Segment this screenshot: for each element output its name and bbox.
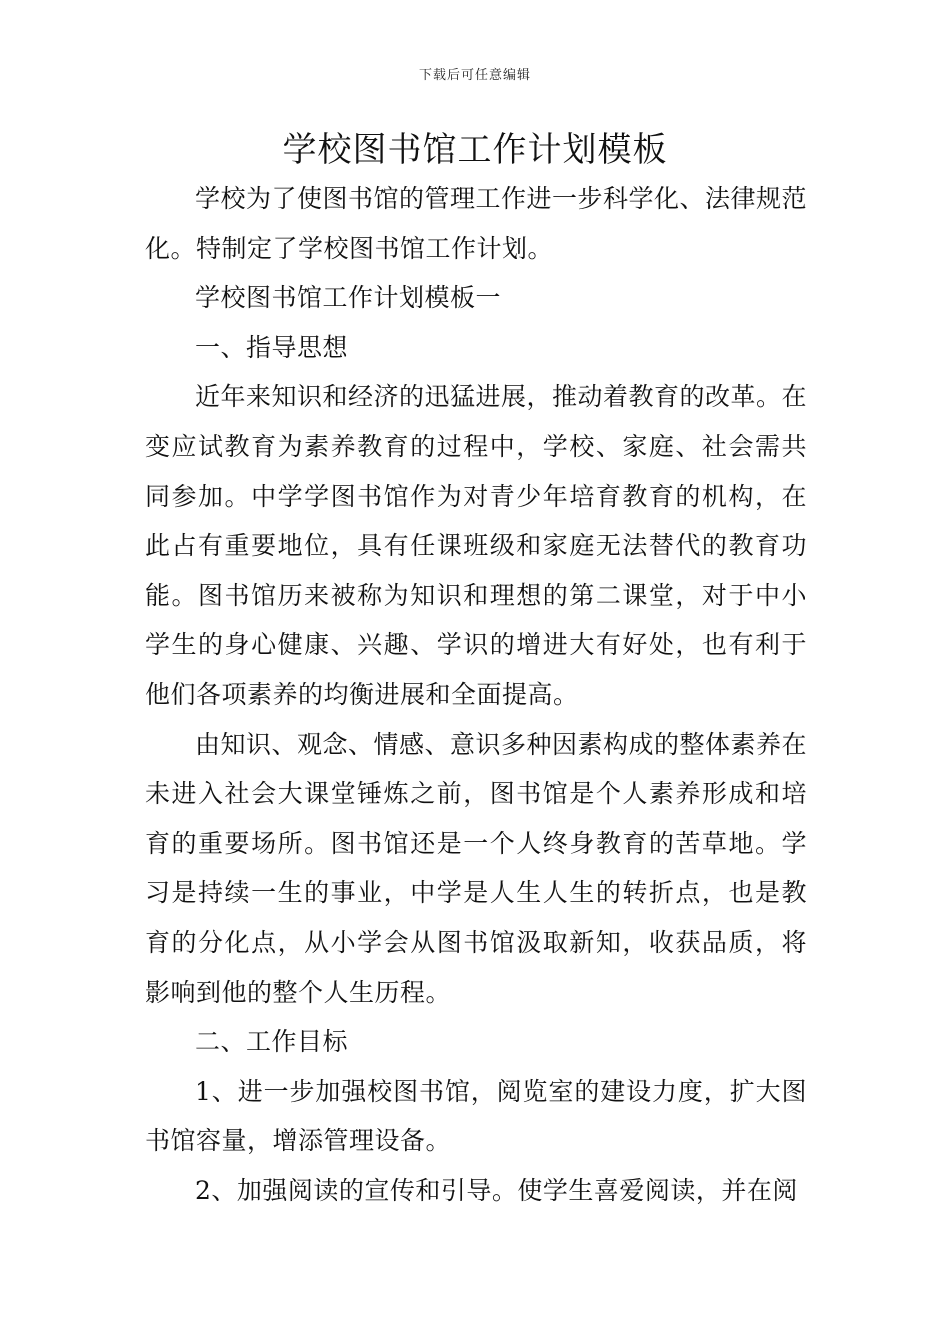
- paragraph-guiding-idea-2: 由知识、观念、情感、意识多种因素构成的整体素养在未进入社会大课堂锤炼之前，图书馆是个人素养形成和培育的重要场所。图书馆还是一个人终身教育的苦草地。学习是持续一生的事业，中学是人生人生的转折点，也是教育的分化点，从小学会从图书馆汲取新知，收获品质，将影响到他的整个人生历程。: [145, 729, 808, 1007]
- paragraph-heading-work-goals: 二、工作目标: [195, 1027, 349, 1057]
- paragraph-intro: 学校为了使图书馆的管理工作进一步科学化、法律规范化。特制定了学校图书馆工作计划。: [145, 184, 808, 263]
- document-title: 学校图书馆工作计划模板: [282, 130, 668, 170]
- page-header-note: 下载后可任意编辑: [418, 68, 531, 83]
- paragraph-section-heading: 学校图书馆工作计划模板一: [195, 283, 502, 313]
- paragraph-guiding-idea-1: 近年来知识和经济的迅猛进展，推动着教育的改革。在变应试教育为素养教育的过程中，学校、家庭、社会需共同参加。中学学图书馆作为对青少年培育教育的机构，在此占有重要地位，具有任课班级和家庭无法替代的教育功能。图书馆历来被称为知识和理想的第二课堂，对于中小学生的身心健康、兴趣、学识的增进大有好处，也有利于他们各项素养的均衡进展和全面提高。: [145, 382, 808, 709]
- document-body: [145, 174, 807, 1215]
- paragraph-goal-2: 2、加强阅读的宣传和引导。使学生喜爱阅读，并在阅: [195, 1175, 798, 1205]
- paragraph-goal-1: 1、进一步加强校图书馆，阅览室的建设力度，扩大图书馆容量，增添管理设备。: [145, 1076, 807, 1156]
- paragraph-heading-guiding-idea: 一、指导思想: [195, 332, 349, 362]
